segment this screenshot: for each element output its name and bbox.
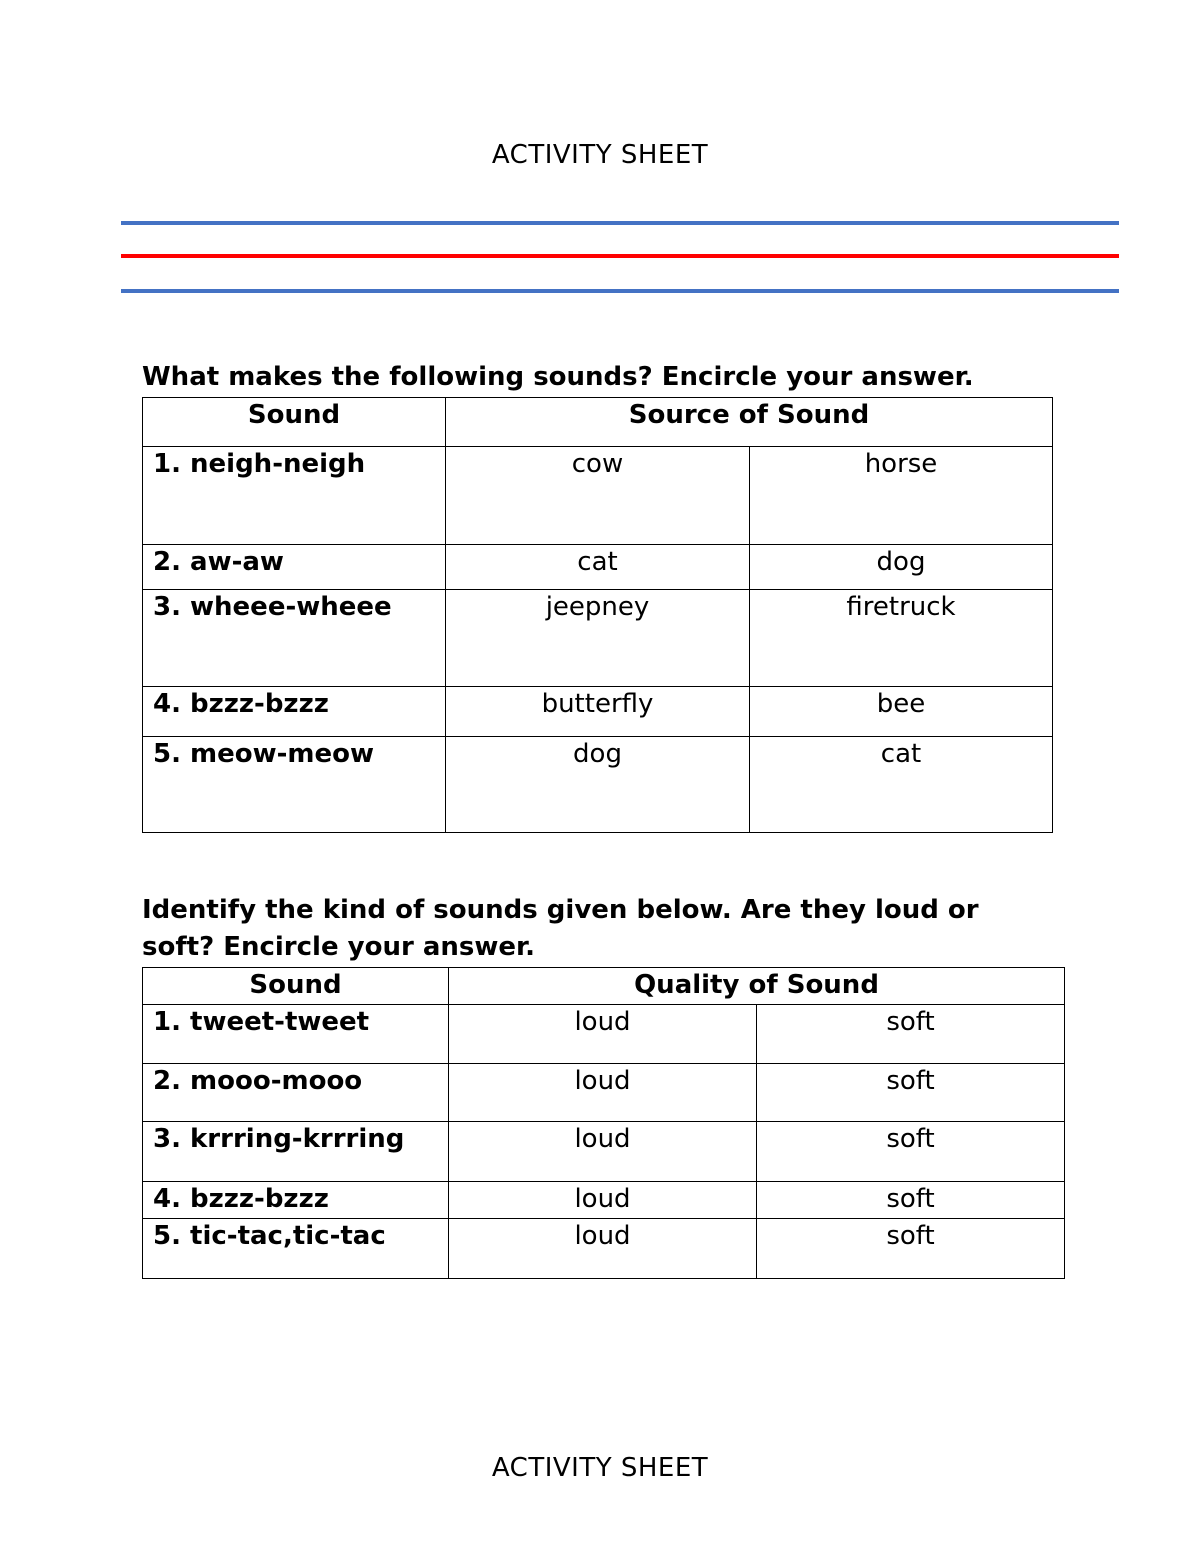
choice-a[interactable]: cat: [446, 545, 750, 590]
table-row: [143, 1064, 1065, 1122]
choice-soft[interactable]: soft: [757, 1182, 1065, 1219]
sound-cell: 3. krrring-krrring: [143, 1122, 449, 1182]
rule-blue-bottom: [121, 289, 1119, 293]
choice-a[interactable]: cow: [446, 447, 750, 545]
sound-cell: 3. wheee-wheee: [143, 590, 446, 687]
choice-a[interactable]: jeepney: [446, 590, 750, 687]
header-sound: Sound: [143, 398, 446, 447]
table-row: [143, 447, 1053, 545]
sound-cell: 1. neigh-neigh: [143, 447, 446, 545]
choice-soft[interactable]: soft: [757, 1122, 1065, 1182]
choice-b[interactable]: bee: [750, 687, 1053, 737]
table-row: [143, 1182, 1065, 1219]
choice-soft[interactable]: soft: [757, 1219, 1065, 1279]
page-title: ACTIVITY SHEET: [491, 140, 709, 170]
section2-instruction: [142, 892, 1082, 966]
table-row: [143, 737, 1053, 833]
choice-b[interactable]: horse: [750, 447, 1053, 545]
sound-cell: 2. aw-aw: [143, 545, 446, 590]
choice-a[interactable]: butterfly: [446, 687, 750, 737]
sound-cell: 4. bzzz-bzzz: [143, 687, 446, 737]
choice-loud[interactable]: loud: [449, 1122, 757, 1182]
choice-a[interactable]: dog: [446, 737, 750, 833]
table-row: [143, 1219, 1065, 1279]
table-row: [143, 545, 1053, 590]
table-row: [143, 590, 1053, 687]
section1-instruction: What makes the following sounds? Encircle your answer.: [142, 362, 974, 392]
table-header-row: [143, 968, 1065, 1005]
sound-cell: 1. tweet-tweet: [143, 1005, 449, 1064]
table-row: [143, 1005, 1065, 1064]
sound-cell: 4. bzzz-bzzz: [143, 1182, 449, 1219]
choice-loud[interactable]: loud: [449, 1219, 757, 1279]
header-source-of-sound: Source of Sound: [446, 398, 1053, 447]
sound-cell: 5. meow-meow: [143, 737, 446, 833]
table-row: [143, 1122, 1065, 1182]
header-quality-of-sound: Quality of Sound: [449, 968, 1065, 1005]
rule-blue-top: [121, 221, 1119, 225]
choice-loud[interactable]: loud: [449, 1005, 757, 1064]
source-of-sound-table: [142, 397, 1053, 833]
choice-b[interactable]: firetruck: [750, 590, 1053, 687]
table-row: [143, 687, 1053, 737]
page-title-second: ACTIVITY SHEET: [491, 1453, 709, 1483]
quality-of-sound-table: [142, 967, 1065, 1279]
table-header-row: [143, 398, 1053, 447]
choice-loud[interactable]: loud: [449, 1182, 757, 1219]
sound-cell: 2. mooo-mooo: [143, 1064, 449, 1122]
choice-loud[interactable]: loud: [449, 1064, 757, 1122]
section2-instruction-line1: Identify the kind of sounds given below. Are they loud or: [142, 895, 979, 925]
choice-b[interactable]: dog: [750, 545, 1053, 590]
sound-cell: 5. tic-tac,tic-tac: [143, 1219, 449, 1279]
header-sound: Sound: [143, 968, 449, 1005]
choice-soft[interactable]: soft: [757, 1064, 1065, 1122]
rule-red-middle: [121, 254, 1119, 258]
section2-instruction-line2: soft? Encircle your answer.: [142, 932, 536, 962]
choice-soft[interactable]: soft: [757, 1005, 1065, 1064]
choice-b[interactable]: cat: [750, 737, 1053, 833]
